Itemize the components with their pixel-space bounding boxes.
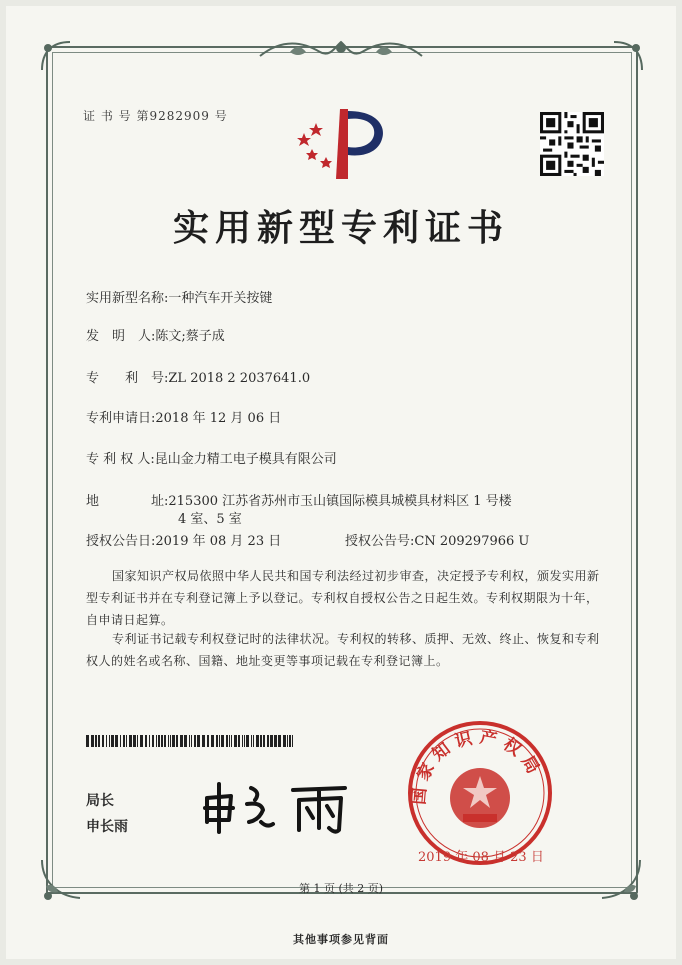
corner-ornament-icon: [610, 38, 646, 74]
application-date-row: [86, 407, 281, 426]
application-date-label: 专利申请日:: [86, 411, 156, 426]
grant-number-row: [345, 530, 529, 549]
grant-date-value: 2019 年 08 月 23 日: [155, 534, 282, 549]
inventor-row: [86, 325, 225, 344]
patent-number-label: 专 利 号:: [86, 371, 169, 386]
address-label: 地 址:: [86, 494, 169, 509]
director-title: 局长: [86, 793, 114, 809]
footer-note: 其他事项参见背面: [293, 933, 389, 946]
top-ornament-icon: [250, 38, 432, 64]
grant-date-label: 授权公告日:: [86, 534, 156, 549]
utility-model-name-row: [86, 287, 272, 306]
certificate-number: 证 书 号 第9282909 号: [83, 109, 228, 123]
patent-number-row: [86, 367, 310, 386]
application-date-value: 2018 年 12 月 06 日: [155, 411, 282, 426]
inventor-value: 陈文;蔡子成: [155, 329, 225, 344]
legal-status-paragraph: 专利证书记载专利权登记时的法律状况。专利权的转移、质押、无效、终止、恢复和专利权人的姓名或名称、国籍、地址变更等事项记载在专利登记簿上。: [86, 632, 600, 668]
utility-model-name-label: 实用新型名称:: [86, 291, 169, 306]
director-signature-icon: [195, 770, 365, 840]
grant-number-label: 授权公告号:: [345, 534, 415, 549]
utility-model-name-value: 一种汽车开关按键: [168, 291, 273, 306]
address-line-2: 4 室、5 室: [178, 512, 242, 527]
patentee-row: [86, 448, 337, 467]
address-row: [86, 490, 512, 509]
certificate-title: 实用新型专利证书: [172, 207, 509, 249]
inventor-label: 发 明 人:: [86, 329, 156, 344]
barcode-icon: [86, 735, 296, 747]
seal-date: 2019 年 08 月 23 日: [418, 850, 544, 865]
address-line-1: 215300 江苏省苏州市玉山镇国际模具城模具材料区 1 号楼: [168, 494, 512, 509]
grant-statement-paragraph: 国家知识产权局依照中华人民共和国专利法经过初步审查，决定授予专利权，颁发实用新型专利证书并在专利登记簿上予以登记。专利权自授权公告之日起生效。专利权期限为十年，自申请日起算。: [86, 569, 600, 627]
qr-code-icon: [540, 112, 604, 176]
cnipa-logo-icon: [290, 105, 390, 183]
director-name: 申长雨: [86, 819, 128, 835]
patentee-value: 昆山金力精工电子模具有限公司: [154, 452, 337, 467]
patentee-label: 专 利 权 人:: [86, 452, 155, 467]
corner-ornament-icon: [38, 38, 74, 74]
grant-number-value: CN 209297966 U: [414, 534, 530, 549]
page-number: 第 1 页 (共 2 页): [298, 882, 384, 895]
seal-text: 国家知识产权局: [409, 727, 546, 806]
patent-number-value: ZL 2018 2 2037641.0: [168, 371, 311, 386]
grant-date-row: [86, 530, 281, 549]
